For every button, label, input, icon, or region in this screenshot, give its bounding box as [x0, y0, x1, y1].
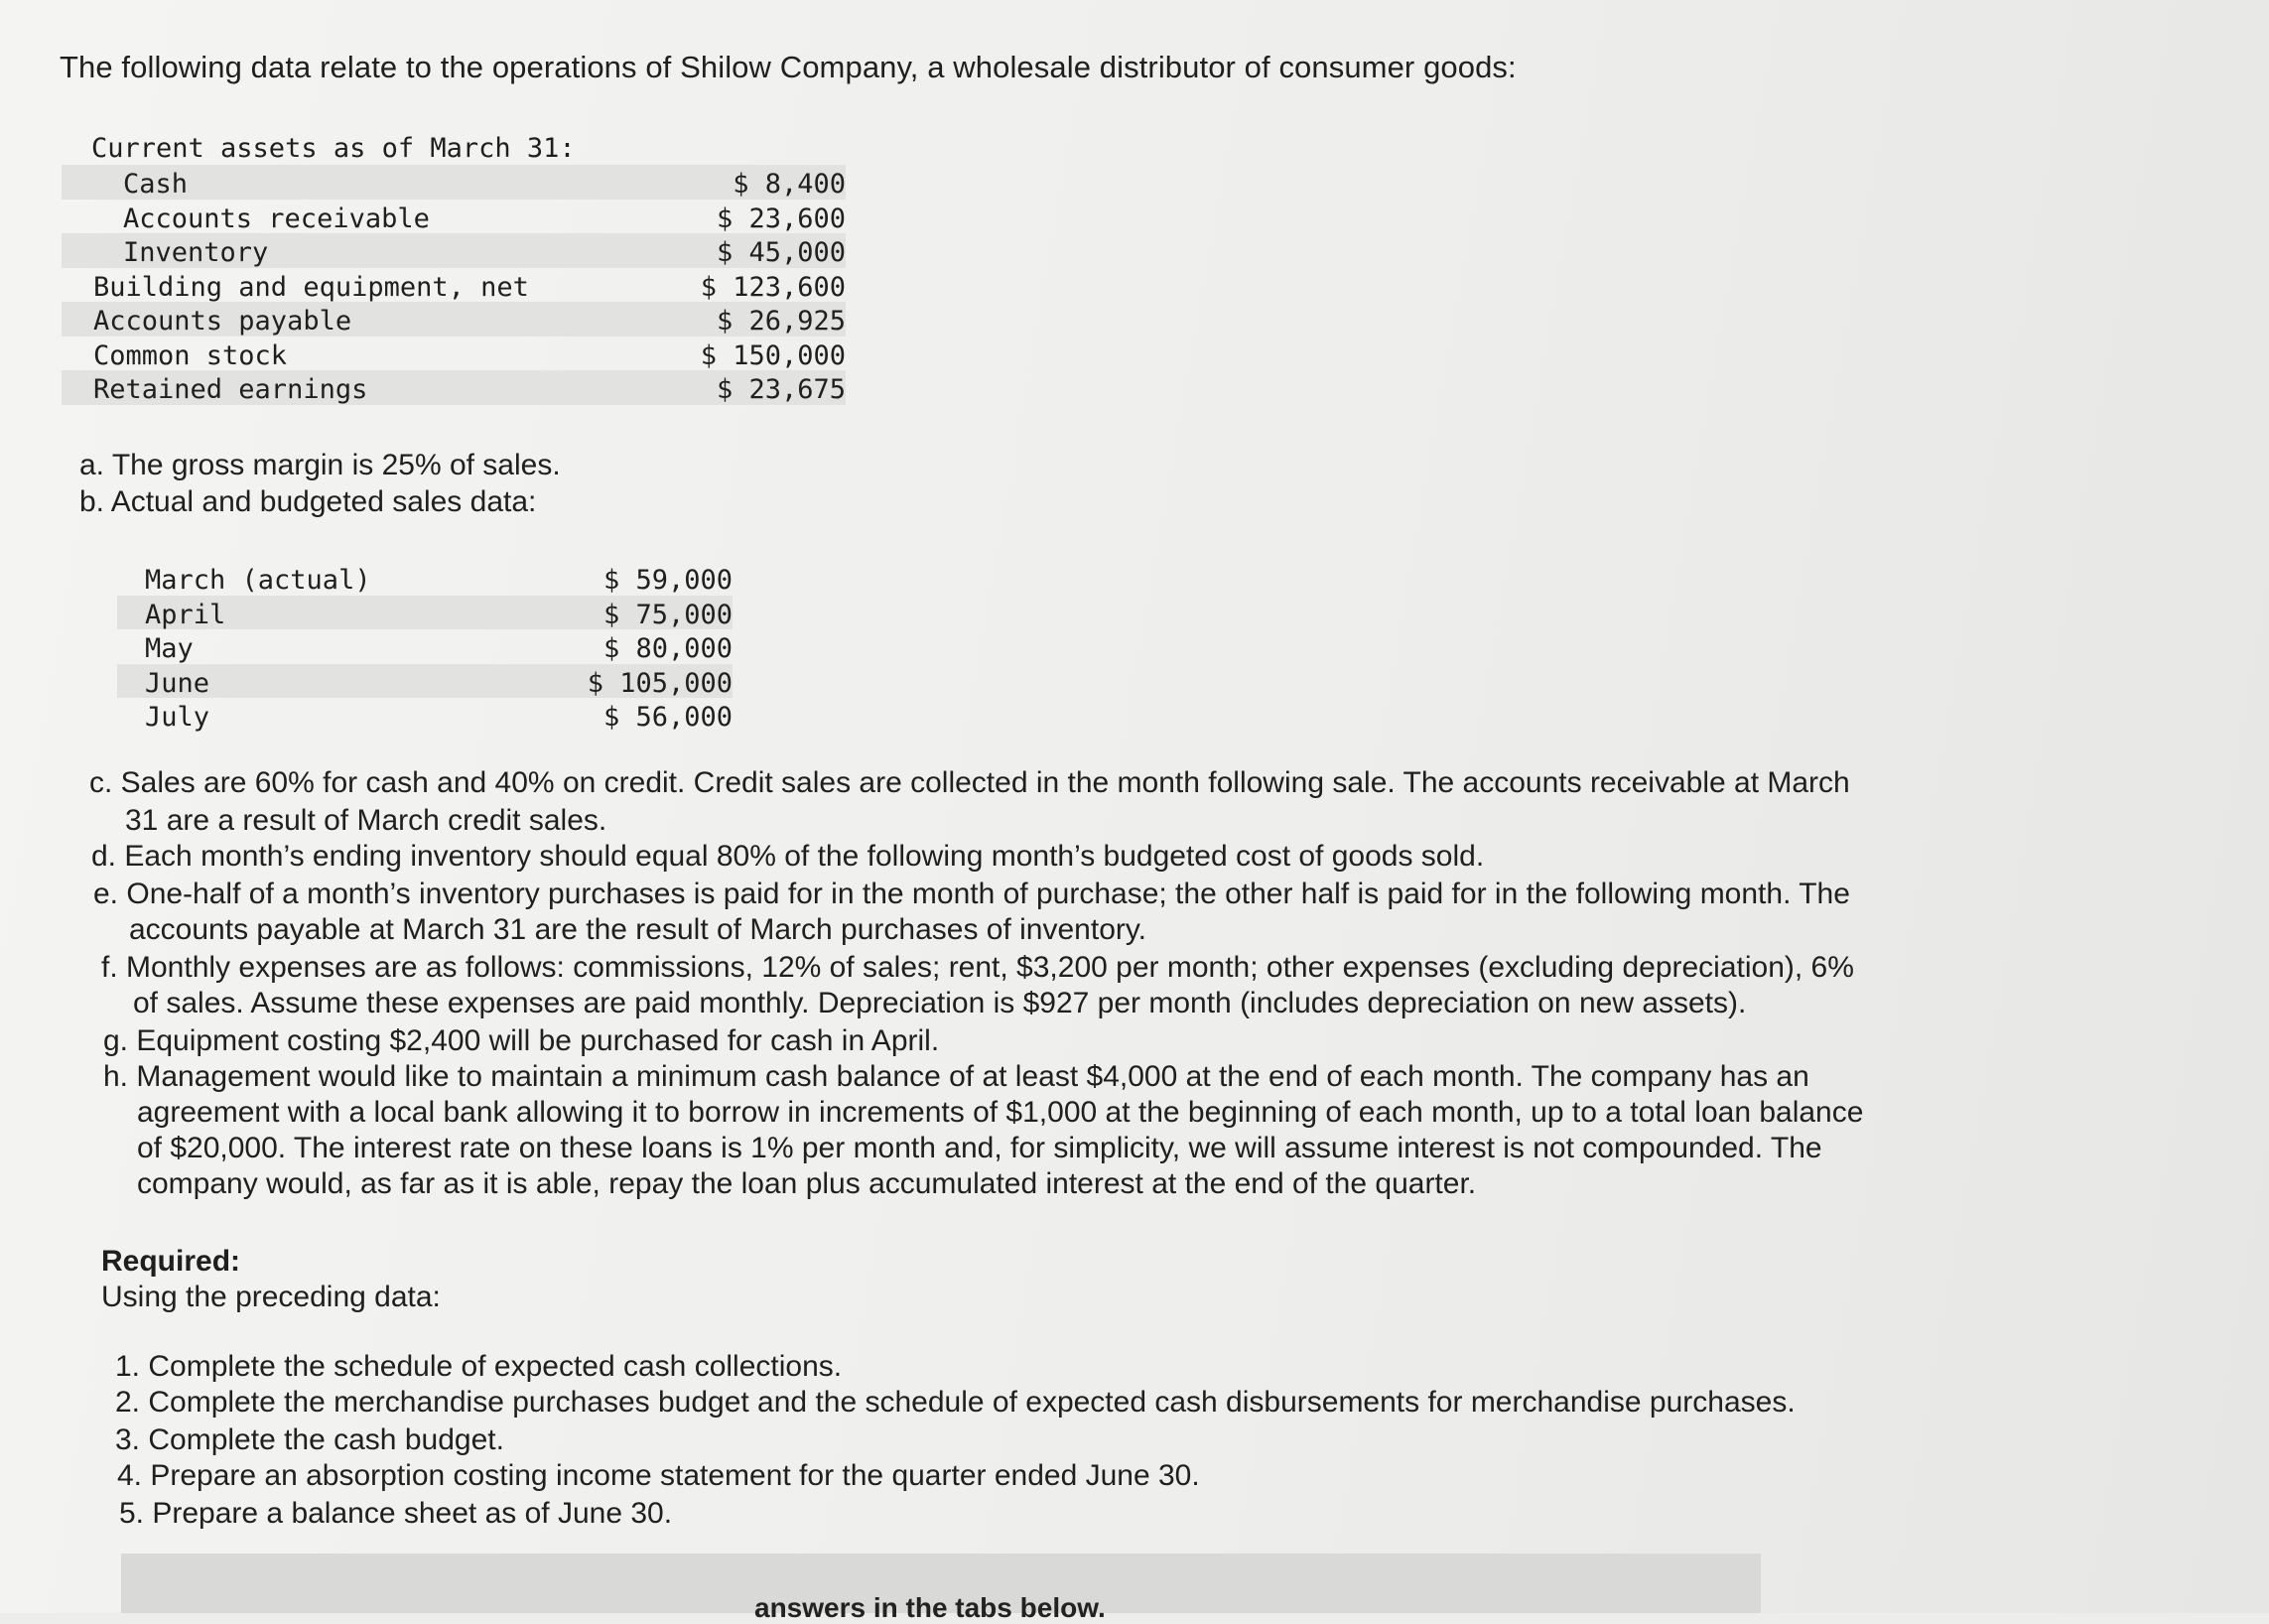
- assets-heading: Current assets as of March 31:: [91, 133, 576, 164]
- note-g-line1: g. Equipment costing $2,400 will be purchased for cash in April.: [103, 1024, 940, 1057]
- balance-label: Building and equipment, net: [93, 271, 529, 303]
- note-f-line2: of sales. Assume these expenses are paid monthly. Depreciation is $927 per month (includes depreciation on new assets).: [133, 987, 1747, 1019]
- sales-month: March (actual): [145, 565, 371, 596]
- note-b: b. Actual and budgeted sales data:: [79, 485, 537, 518]
- balance-row: [62, 370, 846, 405]
- sales-row: [117, 596, 733, 630]
- note-d-line1: d. Each month’s ending inventory should equal 80% of the following month’s budgeted cost of goods sold.: [91, 840, 1485, 873]
- required-item-2: 2. Complete the merchandise purchases budget and the schedule of expected cash disbursements for merchandise purchases.: [115, 1386, 1796, 1419]
- required-item-1: 1. Complete the schedule of expected cash collections.: [115, 1350, 843, 1383]
- note-c-line2: 31 are a result of March credit sales.: [125, 804, 607, 837]
- note-h-line2: agreement with a local bank allowing it to borrow in increments of $1,000 at the beginning of each month, up to a total loan balance: [137, 1096, 1864, 1129]
- sales-amount: $ 80,000: [602, 633, 733, 664]
- balance-value: $ 8,400: [733, 169, 846, 200]
- note-e-line2: accounts payable at March 31 are the result of March purchases of inventory.: [129, 913, 1146, 946]
- balance-row: [62, 268, 846, 303]
- balance-row: [62, 200, 846, 234]
- required-item-3: 3. Complete the cash budget.: [115, 1423, 504, 1456]
- balance-label: Cash: [123, 169, 189, 200]
- sales-table: [117, 561, 733, 733]
- balance-label: Accounts receivable: [123, 203, 430, 234]
- answer-tabs-text: answers in the tabs below.: [754, 1592, 1106, 1623]
- sales-month: June: [145, 667, 210, 699]
- balance-value: $ 45,000: [716, 237, 846, 268]
- sales-row: [117, 664, 733, 699]
- sales-amount: $ 75,000: [602, 599, 733, 630]
- balance-value: $ 26,925: [716, 306, 846, 337]
- note-a: a. The gross margin is 25% of sales.: [79, 449, 561, 481]
- note-h-line1: h. Management would like to maintain a minimum cash balance of at least $4,000 at the end of each month. The company has an: [103, 1060, 1809, 1093]
- balance-label: Inventory: [123, 237, 269, 268]
- balance-row: [62, 337, 846, 371]
- note-f-line1: f. Monthly expenses are as follows: commissions, 12% of sales; rent, $3,200 per month; other expenses (excluding depreciation), 6%: [101, 951, 1854, 984]
- note-e-line1: e. One-half of a month’s inventory purchases is paid for in the month of purchase; the other half is paid for in the following month. The: [93, 878, 1850, 910]
- balance-value: $ 23,600: [716, 203, 846, 234]
- note-c-line1: c. Sales are 60% for cash and 40% on credit. Credit sales are collected in the month following sale. The accounts receivable at March: [89, 766, 1850, 799]
- required-item-4: 4. Prepare an absorption costing income statement for the quarter ended June 30.: [117, 1459, 1200, 1492]
- balance-value: $ 150,000: [700, 339, 846, 371]
- note-h-line4: company would, as far as it is able, repay the loan plus accumulated interest at the end of the quarter.: [137, 1167, 1477, 1200]
- balance-label: Retained earnings: [93, 374, 368, 405]
- sales-row: [117, 561, 733, 596]
- balance-label: Common stock: [93, 339, 288, 371]
- required-item-5: 5. Prepare a balance sheet as of June 30.: [119, 1497, 673, 1530]
- sales-month: May: [145, 633, 194, 664]
- sales-amount: $ 56,000: [602, 702, 733, 733]
- sales-month: April: [145, 599, 226, 630]
- balance-row: [62, 233, 846, 268]
- balance-row: [62, 302, 846, 337]
- sales-month: July: [145, 702, 210, 733]
- balances-table: [62, 165, 846, 405]
- sales-amount: $ 105,000: [587, 667, 733, 699]
- balance-label: Accounts payable: [93, 306, 352, 337]
- required-subtitle: Using the preceding data:: [101, 1281, 441, 1313]
- required-title: Required:: [101, 1245, 241, 1278]
- balance-value: $ 23,675: [716, 374, 846, 405]
- sales-row: [117, 629, 733, 664]
- sales-row: [117, 698, 733, 733]
- sales-amount: $ 59,000: [602, 565, 733, 596]
- balance-value: $ 123,600: [700, 271, 846, 303]
- note-h-line3: of $20,000. The interest rate on these loans is 1% per month and, for simplicity, we will assume interest is not compounded. The: [137, 1132, 1822, 1164]
- intro-text: The following data relate to the operations of Shilow Company, a wholesale distributor of consumer goods:: [60, 50, 1517, 84]
- balance-row: [62, 165, 846, 200]
